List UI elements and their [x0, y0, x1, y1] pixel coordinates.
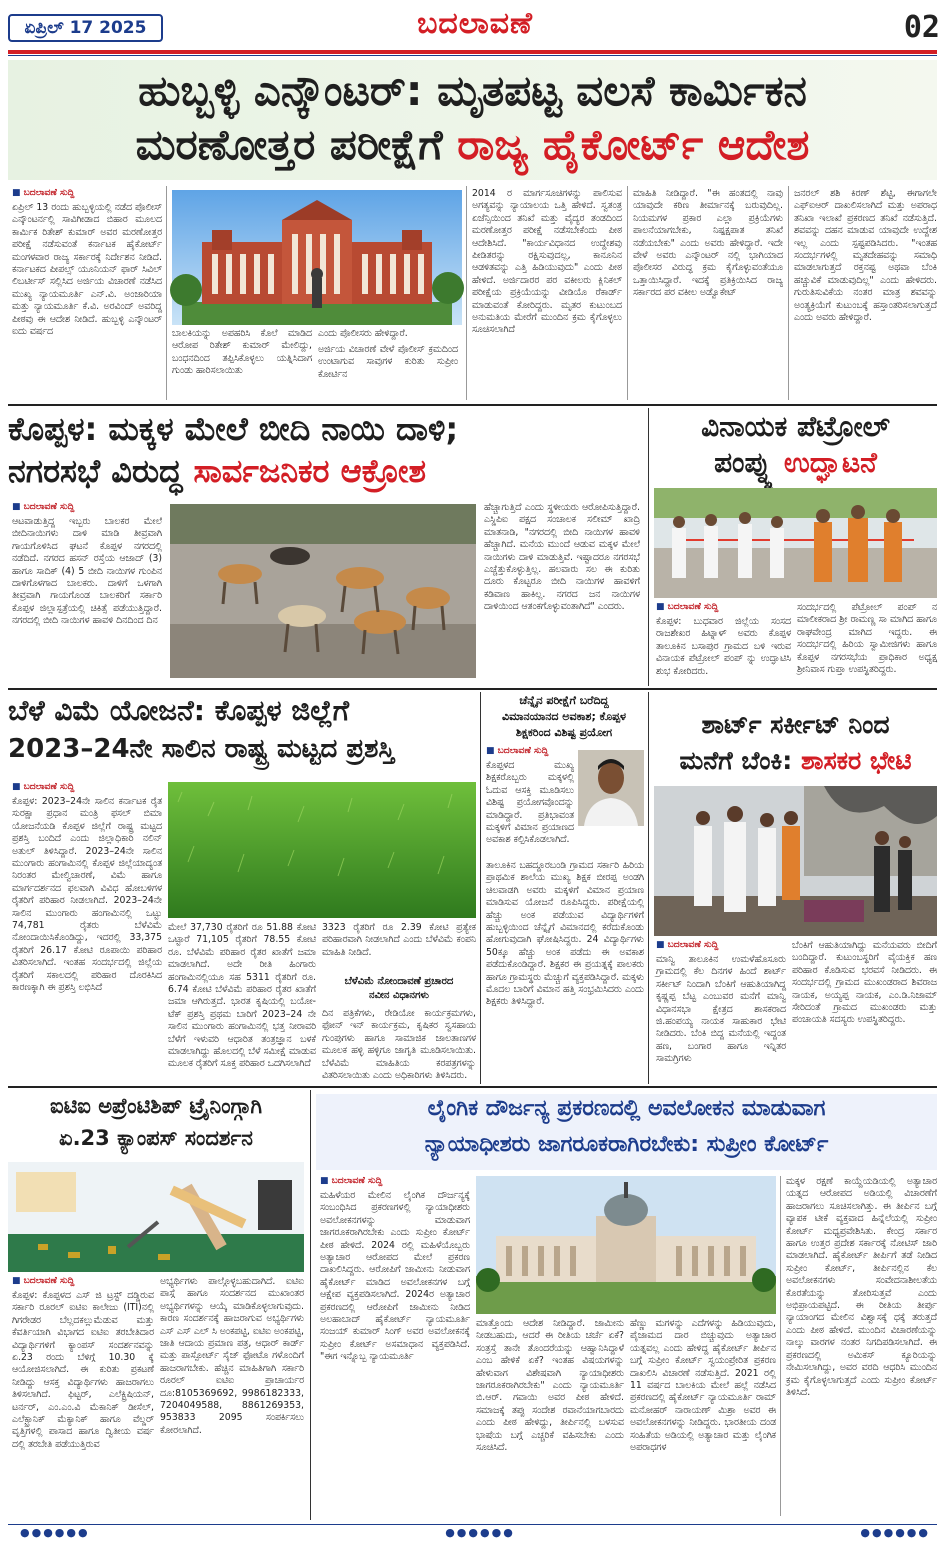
iti-byline: ■ ಬದಲಾವಣೆ ಸುದ್ದಿ [12, 1276, 152, 1288]
lead-headline-line2 [8, 120, 937, 174]
short-col1: ಮಾನ್ವಿ ತಾಲೂಕಿನ ಉಮಳೆಹೊಸೂರು ಗ್ರಾಮದಲ್ಲಿ ಕೆಲ ದಿನಗಳ ಹಿಂದೆ ಶಾರ್ಟ್ ಸರ್ಕೀಟ್ ನಿಂದಾಗಿ ಬೆಂಕಿಗೆ ಆಹುತಿಯಾಗಿದ್ದ ಕೃಷ್ಣಪ್ಪ ಬೆಟ್ಟ ಎಂಬುವರ ಮನೆಗೆ ಮಾನ್ವಿ ವಿಧಾನಸಭಾ ಕ್ಷೇತ್ರದ ಶಾಸಕರಾದ ಜಿ.ಹಂಪಯ್ಯ ನಾಯಕ ಸಾಹುಕಾರ ಭೇಟಿ ನೀಡಿದರು. ಬೆಂಕಿ ಬಿದ್ದ ಮನೆಯಲ್ಲಿ ಇದ್ದಂತ ಹಣ, ಬಂಗಾರ ಹಾಗೂ ಇನ್ನಿತರ ಸಾಮಗ್ರಿಗಳು [656, 954, 786, 1065]
column-rule [648, 692, 649, 1084]
short-headline-red: ಶಾಸಕರ ಭೇಟಿ [800, 746, 912, 775]
section-rule [8, 1086, 937, 1088]
crop-byline: ■ ಬದಲಾವಣೆ ಸುದ್ದಿ [12, 782, 162, 794]
chennai-col-bottom: ತಾಲೂಕಿನ ಬಹದ್ದೂರಬಂಡಿ ಗ್ರಾಮದ ಸರ್ಕಾರಿ ಹಿರಿಯ ಪ್ರಾಥಮಿಕ ಶಾಲೆಯ ಮುಖ್ಯ ಶಿಕ್ಷಕ ಬೀರಪ್ಪ ಅಂಡಗಿ ಚಿಲವಾಡಗಿ ಅವರು ಮಕ್ಕಳಿಗೆ ವಿಮಾನ ಪ್ರಯಾಣ ಮಾಡಿಸುವ ಯೋಜನೆ ರೂಪಿಸಿದ್ದರು. ಪರೀಕ್ಷೆಯಲ್ಲಿ ಹೆಚ್ಚು ಅಂಕ ಪಡೆಯುವ ವಿದ್ಯಾರ್ಥಿಗಳಿಗೆ ಹುಬ್ಬಳ್ಳಿಯಿಂದ ಚೆನ್ನೈಗೆ ವಿಮಾನದಲ್ಲಿ ಕರೆದುಕೊಂಡು ಹೋಗುವುದಾಗಿ ಘೋಷಿಸಿದ್ದರು. 24 ವಿದ್ಯಾರ್ಥಿಗಳು 50ಕ್ಕೂ ಹೆಚ್ಚು ಅಂಕ ಪಡೆದು ಈ ಅವಕಾಶ ಪಡೆದುಕೊಂಡಿದ್ದಾರೆ. ಶಿಕ್ಷಕರ ಈ ಪ್ರಯತ್ನಕ್ಕೆ ಪಾಲಕರು ಹಾಗೂ ಗ್ರಾಮಸ್ಥರು ಮೆಚ್ಚುಗೆ ವ್ಯಕ್ತಪಡಿಸಿದ್ದಾರೆ. ಮಕ್ಕಳು ಮೊದಲ ಬಾರಿಗೆ ವಿಮಾನ ಹತ್ತಿ ಸಂಭ್ರಮಿಸಿದರು ಎಂದು ಶಿಕ್ಷಕರು ತಿಳಿಸಿದ್ದಾರೆ. [486, 860, 644, 1008]
iti-headline-line2: ಏ.23 ಕ್ಯಾಂಪಸ್ ಸಂದರ್ಶನ [59, 1126, 253, 1150]
crop-headline-line1: ಬೆಳೆ ವಿಮೆ ಯೋಜನೆ: ಕೊಪ್ಪಳ ಜಿಲ್ಲೆಗೆ [8, 694, 350, 727]
short-headline-prefix: ಮನೆಗೆ ಬೆಂಕಿ: [679, 746, 793, 775]
footer-rule [8, 1524, 937, 1525]
iti-col1: ಕೊಪ್ಪಳ: ಕೊಪ್ಪಳದ ಎಸ್ ಜಿ ಟ್ರಸ್ಟ್ ದಡ್ಡಿರುವ ಸರ್ಕಾರಿ ರೂರಲ್ ಐಟಿಐ ಕಾಲೇಜು (ITI)ನಲ್ಲಿ ಗಿಗರೇಡರ ಬೆಲ್ಲದಕಲ್ಲುಮೆಡುವ ಮತ್ತು ಕೆವರ್ತಿಯಾಗಿ ವಿಭಾಗದ ಐಟಿಐ ತರಬೇತಿದಾರ ವಿದ್ಯಾರ್ಥಿಗಳಿಗೆ ಕ್ಯಾಂಪಸ್ ಸಂದರ್ಶನವನ್ನು ಏ.23 ರಂದು ಬೆಳಿಗ್ಗೆ 10.30 ಕ್ಕೆ ಆಯೋಜಿಸಲಾಗಿದೆ. ಈ ಕುರಿತು ಪ್ರಕಟಣೆ ನೀಡಿದ್ದು ಆಸಕ್ತ ವಿದ್ಯಾರ್ಥಿಗಳು ಹಾಜರಾಗಲು ತಿಳಿಸಲಾಗಿದೆ. ಫಿಟ್ಟರ್, ಎಲೆಕ್ಟ್ರಿಷಿಯನ್, ಟರ್ನರ್, ಎಂ.ಎಂ.ವಿ ಮೆಕಾನಿಕ್ ಡೀಸೆಲ್, ಎಲೆಕ್ಟ್ರಾನಿಕ್ ಮೆಕ್ಯಾನಿಕ್ ಹಾಗೂ ವೆಲ್ಡರ್ ವೃತ್ತಿಗಳಲ್ಲಿ ಪಾಸಾದ ಹಾಗೂ ದ್ವಿತೀಯ ವರ್ಷ ದಲ್ಲಿ ತರಬೇತಿ ಪಡೆಯುತ್ತಿರುವ [12, 1290, 154, 1450]
petrol-col1: ಕೊಪ್ಪಳ: ಬುಧವಾರ ಜಿಲ್ಲೆಯ ಸಂಸದ ರಾಜಶೇಖರ ಹಿಟ್ನಾಳ್ ಅವರು ಕೊಪ್ಪಳ ತಾಲೂಕಿನ ಬಸಾಪುರ ಗ್ರಾಮದ ಬಳಿ ಇರುವ ವಿನಾಯಕ ಪೆಟ್ರೋಲ್ ಪಂಪ್ ನ್ನು ಉದ್ಘಾಟಿಸಿ ಶುಭ ಕೋರಿದರು. [656, 616, 791, 677]
masthead-rule [8, 50, 937, 54]
teacher-portrait-photo [578, 750, 644, 826]
crop-col3: 3323 ರೈತರಿಗೆ ರೂ 2.39 ಕೋಟಿ ಪ್ರತ್ಯೇಕ ಪರಿಹಾರವಾಗಿ ನೀಡಲಾಗಿದೆ ಎಂದು ಬೆಳೆವಿಮೆ ಕಂಪನಿ ಮಾಹಿತಿ ನೀಡಿದೆ. [322, 922, 476, 958]
crop-col2: ಮೇಲೆ 37,730 ರೈತರಿಗೆ ರೂ 51.88 ಕೋಟಿ ಒಟ್ಟಾರೆ 71,105 ರೈತರಿಗೆ 78.55 ಕೋಟಿ ರೂ. ಬೆಳೆವಿಮೆ ಪರಿಹಾರ ರೈತರ ಖಾತೆಗೆ ಜಮಾ ಮಾಡಲಾಗಿದೆ. ಅದೇ ರೀತಿ ಹಿಂಗಾರು ಹಂಗಾಮಿನಲ್ಲಿಯೂ ಸಹ 5311 ರೈತರಿಗೆ ರೂ. 6.74 ಕೋಟಿ ಬೆಳೆವಿಮೆ ಪರಿಹಾರ ರೈತರ ಖಾತೆಗೆ ಜಮಾ ಆಗಿರುತ್ತದೆ. ಭಾರತ ಕೃಷಿಯಲ್ಲಿ ಬಯೋ-ಟೆಕ್ ಪ್ರಶಸ್ತಿ ಪ್ರಥಮ ಬಾರಿಗೆ 2023–24 ನೇ ಸಾಲಿನ ಮುಂಗಾರು ಹಂಗಾಮಿನಲ್ಲಿ ಭತ್ತ ನೀರಾವರಿ ಬೆಳೆಗೆ ಇಳುವರಿ ಆಧಾರಿತ ತಂತ್ರಜ್ಞಾನ ಬಳಕೆ ಮಾಡಲಾಗಿದ್ದು ಹೊಲದಲ್ಲಿ ಬೆಳೆ ಸಮೀಕ್ಷೆ ಮಾಡುವ ಮೂಲಕ ರೈತರಿಗೆ ಸೂಕ್ತ ಪರಿಹಾರ ಒದಗಿಸಲಾಗಿದೆ [168, 922, 316, 1070]
crop-col1: ಕೊಪ್ಪಳ: 2023–24ನೇ ಸಾಲಿನ ಕರ್ನಾಟಕ ರೈತ ಸುರಕ್ಷಾ ಪ್ರಧಾನ ಮಂತ್ರಿ ಫಸಲ್ ಬಿಮಾ ಯೋಜನೆಯಡಿ ಕೊಪ್ಪಳ ಜಿಲ್ಲೆಗೆ ರಾಷ್ಟ್ರ ಮಟ್ಟದ ಪ್ರಶಸ್ತಿ ಬಂದಿದೆ ಎಂದು ಜಿಲ್ಲಾಧಿಕಾರಿ ನಲಿನ್ ಅತುಲ್ ತಿಳಿಸಿದ್ದಾರೆ. 2023–24ನೇ ಸಾಲಿನ ಮುಂಗಾರು ಹಂಗಾಮಿನಲ್ಲಿ ಕೊಪ್ಪಳ ಜಿಲ್ಲೆಯಾದ್ಯಂತ ನಿರಂತರ ಮೇಲ್ವಿಚಾರಣೆ, ವಿಮೆ ಹಾಗೂ ಮಾರ್ಗದರ್ಶನದ ಫಲವಾಗಿ ವಿವಿಧ ಹೋಬಳಿಗಳ ರೈತರಿಗೆ ಪರಿಹಾರ ನೀಡಲಾಗಿದೆ. 2023–24ನೇ ಸಾಲಿನ ಮುಂಗಾರು ಹಂಗಾಮಿನಲ್ಲಿ ಒಟ್ಟು 74,781 ರೈತರು ಬೆಳೆವಿಮೆ ನೋಂದಾಯಿಸಿಕೊಂಡಿದ್ದು, ಇದರಲ್ಲಿ 33,375 ರೈತರಿಗೆ 26.17 ಕೋಟಿ ರೂಪಾಯಿ ಪರಿಹಾರ ವಿತರಿಸಲಾಗಿದೆ. ಇಂತಹ ಸಂದರ್ಭದಲ್ಲಿ ಜಿಲ್ಲೆಯ ರೈತರಿಗೆ ಸಕಾಲದಲ್ಲಿ ಪರಿಹಾರ ದೊರಕಿಸಿದ ಕಾರಣಕ್ಕಾಗಿ ಈ ಪ್ರಶಸ್ತಿ ಲಭಿಸಿದೆ [12, 796, 162, 994]
petrol-headline-line1: ವಿನಾಯಕ ಪೆಟ್ರೋಲ್ [701, 410, 890, 443]
column-rule [466, 186, 467, 400]
lead-headline-line1: ಹುಬ್ಬಳ್ಳಿ ಎನ್ಕೌಂಟರ್: ಮೃತಪಟ್ಟ ವಲಸೆ ಕಾರ್ಮಿಕನ [138, 66, 807, 115]
crop-headline-line2: 2023–24ನೇ ಸಾಲಿನ ರಾಷ್ಟ್ರ ಮಟ್ಟದ ಪ್ರಶಸ್ತಿ [8, 734, 395, 764]
petrol-headline-line2 [654, 446, 937, 484]
lead-col1: ಏಪ್ರಿಲ್ 13 ರಂದು ಹುಬ್ಬಳ್ಳಿಯಲ್ಲಿ ನಡೆದ ಪೊಲೀಸ್ ಎನ್ಕೌಂಟರ್ನಲ್ಲಿ ಸಾವಿಗೀಡಾದ ಬಿಹಾರ ಮೂಲದ ಕಾರ್ಮಿಕ ರಿತೇಶ್ ಕುಮಾರ್ ಅವರ ಮರಣೋತ್ತರ ಪರೀಕ್ಷೆ ನಡೆಸುವಂತೆ ಕರ್ನಾಟಕ ಹೈಕೋರ್ಟ್ ಮಂಗಳವಾರ ರಾಜ್ಯ ಸರ್ಕಾರಕ್ಕೆ ನಿರ್ದೇಶನ ನೀಡಿದೆ. ಕರ್ನಾಟಕದ ಪೀಪಲ್ಸ್ ಯೂನಿಯನ್ ಫಾರ್ ಸಿವಿಲ್ ಲಿಬರ್ಟೀಸ್ ಸಲ್ಲಿಸಿದ ಅರ್ಜಿಯ ವಿಚಾರಣೆ ನಡೆಸಿದ ಮುಖ್ಯ ನ್ಯಾಯಮೂರ್ತಿ ಎನ್.ವಿ. ಅಂಜಾರಿಯಾ ಮತ್ತು ನ್ಯಾಯಮೂರ್ತಿ ಕೆ.ವಿ. ಅರವಿಂದ್ ಅವರಿದ್ದ ಪೀಠವು ಈ ಆದೇಶ ನೀಡಿದೆ. ಹುಬ್ಬಳ್ಳಿ ಎನ್ಕೌಂಟರ್ ಐದು ವರ್ಷದ [12, 202, 162, 338]
dogs-headline-line2 [8, 452, 646, 494]
issue-date: ಏಪ್ರಿಲ್ 17 2025 [8, 14, 163, 42]
soldering-photo [8, 1162, 304, 1272]
dogs-byline: ■ ಬದಲಾವಣೆ ಸುದ್ದಿ [12, 502, 162, 514]
crop-subhead-line1: ಬೆಳೆವಿಮೆ ನೋಂದಾವಣೆ ಪ್ರಚಾರದ [344, 976, 454, 987]
fire-damage-photo [654, 786, 937, 936]
lead-col2-tail: ಎಂದು ಪೊಲೀಸರು ಹೇಳಿದ್ದಾರೆ. [318, 328, 408, 339]
column-rule [648, 408, 649, 686]
section-rule [8, 404, 937, 406]
lead-byline: ■ ಬದಲಾವಣೆ ಸುದ್ದಿ [12, 188, 162, 200]
section-rule [8, 688, 937, 690]
chennai-col-top: ಕೊಪ್ಪಳದ ಮುಖ್ಯ ಶಿಕ್ಷಕರೊಬ್ಬರು ಮಕ್ಕಳಲ್ಲಿ ಓದುವ ಆಸಕ್ತಿ ಮೂಡಿಸಲು ವಿಶಿಷ್ಟ ಪ್ರಯೋಗವೊಂದನ್ನು ಮಾಡಿದ್ದಾರೆ. ಪ್ರತಿಭಾವಂತ ಮಕ್ಕಳಿಗೆ ವಿಮಾನ ಪ್ರಯಾಣದ ಅವಕಾಶ ಕಲ್ಪಿಸಿಕೊಡಲಾಗಿದೆ. [486, 760, 574, 846]
short-headline-line2 [654, 746, 937, 780]
chennai-headline-line3: ಶಿಕ್ಷಕರಿಂದ ವಿಶಿಷ್ಟ ಪ್ರಯೋಗ [515, 726, 613, 739]
short-byline: ■ ಬದಲಾವಣೆ ಸುದ್ದಿ [656, 940, 786, 952]
petrol-col2: ಸಂದರ್ಭದಲ್ಲಿ ಪೆಟ್ರೋಲ್ ಪಂಪ್ ನ ಮಾಲೀಕರಾದ ಶ್ರೀ ರಾಮಣ್ಣ ಸಾ ಮಾಗಿದ ಹಾಗೂ ರಾಘವೇಂದ್ರ ಮಾಗಿದ ಇದ್ದರು. ಈ ಸಂದರ್ಭದಲ್ಲಿ ಹಿರಿಯ ಸ್ವಾಮೀಜಿಗಳು ಹಾಗೂ ಕೊಪ್ಪಳ ನಗರಸಭೆಯ ಪ್ರಾಧಿಕಾರ ಅಧ್ಯಕ್ಷ ಶ್ರೀನಿವಾಸ ಗುಪ್ತಾ ಉಪಸ್ಥಿತರಿದ್ದರು. [797, 602, 937, 676]
page-number: 02 [903, 10, 940, 45]
petrol-inauguration-photo [654, 488, 937, 598]
column-rule [480, 692, 481, 1084]
high-court-photo [172, 190, 462, 325]
lead-col4: 2014 ರ ಮಾರ್ಗಸೂಚಿಗಳನ್ನು ಪಾಲಿಸುವ ಅಗತ್ಯವನ್ನು ನ್ಯಾಯಾಲಯ ಒತ್ತಿ ಹೇಳಿದೆ. ಸ್ವತಂತ್ರ ಏಜೆನ್ಸಿಯಿಂದ ತನಿಖೆ ಮತ್ತು ವೈದ್ಯರ ತಂಡದಿಂದ ಮರಣೋತ್ತರ ಪರೀಕ್ಷೆ ನಡೆಸಬೇಕೆಂದು ಪೀಠ ಆದೇಶಿಸಿದೆ. "ಕಾರ್ಯವಿಧಾನದ ಉದ್ದೇಶವು ಪೀಡಿತರನ್ನು ರಕ್ಷಿಸುವುದಲ್ಲ, ಕಾನೂನಿನ ಆಡಳಿತವನ್ನು ಎತ್ತಿ ಹಿಡಿಯುವುದು" ಎಂದು ಪೀಠ ಹೇಳಿದೆ. ಅರ್ಜಿದಾರರ ಪರ ವಕೀಲರು ಕ್ಲಿನಿಕಲ್ ಪರೀಕ್ಷೆಯ ಪ್ರಕ್ರಿಯೆಯನ್ನು ವೀಡಿಯೊ ರೆಕಾರ್ಡ್ ಮಾಡುವಂತೆ ಕೋರಿದ್ದರು. ಮೃತರ ಕುಟುಂಬದ ಅನುಮತಿಯ ಮೇರೆಗೆ ಮುಂದಿನ ಕ್ರಮ ಕೈಗೊಳ್ಳಲು ಸೂಚಿಸಲಾಗಿದೆ [472, 188, 622, 336]
stray-dogs-photo [170, 504, 476, 678]
sc-headline-line2: ನ್ಯಾಯಾಧೀಶರು ಜಾಗರೂಕರಾಗಿರಬೇಕು: ಸುಪ್ರೀಂ ಕೋರ್ಟ್ [424, 1132, 829, 1157]
paper-name: ಬದಲಾವಣೆ [417, 6, 533, 41]
dogs-headline-red: ಸಾರ್ವಜನಿಕರ ಆಕ್ರೋಶ [193, 452, 427, 490]
dogs-col2: ಹೆಚ್ಚಾಗುತ್ತಿದೆ ಎಂದು ಸ್ಥಳೀಯರು ಆರೋಪಿಸುತ್ತಿದ್ದಾರೆ. ಎಸ್ಡಿಪಿಐ ಪಕ್ಷದ ಸಂಚಾಲಕ ಸಲೀಮ್ ಖಾದ್ರಿ ಮಾತನಾಡಿ, "ನಗರದಲ್ಲಿ ಬೀದಿ ನಾಯಿಗಳ ಹಾವಳಿ ಹೆಚ್ಚಾಗಿದೆ. ಮನೆಯ ಮುಂದೆ ಆಡುವ ಮಕ್ಕಳ ಮೇಲೆ ನಾಯಿಗಳು ದಾಳಿ ಮಾಡುತ್ತಿವೆ. ಇಷ್ಟಾದರೂ ನಗರಸಭೆ ಎಚ್ಚೆತ್ತುಕೊಳ್ಳುತ್ತಿಲ್ಲ. ಹಲವಾರು ಸಲ ಈ ಕುರಿತು ದೂರು ಕೊಟ್ಟರೂ ಬೀದಿ ನಾಯಿಗಳ ಹಾವಳಿಗೆ ಕಡಿವಾಣ ಹಾಕಿಲ್ಲ. ನಗರದ ಜನ ನಾಯಿಗಳ ದಾಳಿಯಿಂದ ಆತಂಕಗೊಳ್ಳುವಂತಾಗಿದೆ" ಎಂದರು. [484, 502, 640, 613]
lead-headline-line2-prefix: ಮರಣೋತ್ತರ ಪರೀಕ್ಷೆಗೆ [135, 120, 443, 169]
masthead-rule-thin [8, 55, 937, 56]
petrol-headline-red: ಉದ್ಘಾಟನೆ [783, 446, 877, 479]
crop-col3b: ದಿನ ಪತ್ರಿಕೆಗಳು, ರೇಡಿಯೋ ಕಾರ್ಯಕ್ರಮಗಳು, ಫೋನ್ ಇನ್ ಕಾರ್ಯಕ್ರಮ, ಕೃಷಿಕರ ಸ್ವಸಹಾಯ ಗುಂಪುಗಳು ಹಾಗೂ ಸಾಮಾಜಿಕ ಜಾಲತಾಣಗಳ ಮೂಲಕ ಹಳ್ಳಿ ಹಳ್ಳಿಗೂ ಜಾಗೃತಿ ಮೂಡಿಸಲಾಯಿತು. ಬೆಳೆವಿಮೆ ಮಾಹಿತಿಯ ಕರಪತ್ರಗಳನ್ನು ವಿತರಿಸಲಾಯಿತು ಎಂದು ಅಧಿಕಾರಿಗಳು ತಿಳಿಸಿದರು. [322, 1008, 476, 1082]
sc-byline: ■ ಬದಲಾವಣೆ ಸುದ್ದಿ [320, 1176, 470, 1188]
short-headline-line1: ಶಾರ್ಟ್ ಸರ್ಕೀಟ್ ನಿಂದ [701, 710, 890, 739]
crop-subhead-line2: ನವೀನ ವಿಧಾನಗಳು [369, 990, 429, 1001]
paddy-field-photo [168, 782, 476, 918]
column-rule [310, 1090, 311, 1520]
dogs-headline-prefix: ನಗರಸಭೆ ವಿರುದ್ಧ [8, 452, 183, 490]
lead-headline-line2-red: ರಾಜ್ಯ ಹೈಕೋರ್ಟ್ ಆದೇಶ [457, 120, 810, 169]
dogs-headline-line1: ಕೊಪ್ಪಳ: ಮಕ್ಕಳ ಮೇಲೆ ಬೀದಿ ನಾಯಿ ದಾಳಿ; [8, 410, 459, 448]
column-rule [166, 186, 167, 400]
petrol-headline-prefix: ಪಂಪ್ನ್ನು [714, 446, 775, 479]
petrol-byline: ■ ಬದಲಾವಣೆ ಸುದ್ದಿ [656, 602, 796, 614]
sc-col2: ಮಾತ್ತೊಂದು ಆದೇಶ ನೀಡಿದ್ದಾರೆ. ಜಾಮೀನು ನೀಡಬಹುದು, ಆದರೆ ಈ ರೀತಿಯ ಚರ್ಚೆ ಏಕೆ? ಸಂತ್ರಸ್ತೆ ತಾನೇ ತೊಂದರೆಯನ್ನು ಆಹ್ವಾನಿಸಿದ್ದಾಳೆ ಎಂಬ ಹೇಳಿಕೆ ಏಕೆ? ಇಂತಹ ವಿಷಯಗಳನ್ನು ಹೇಳುವಾಗ ವಿಶೇಷವಾಗಿ ನ್ಯಾಯಾಧೀಶರು ಜಾಗರೂಕರಾಗಿರಬೇಕು" ಎಂದು ನ್ಯಾಯಮೂರ್ತಿ ಬಿ.ಆರ್. ಗವಾಯಿ ಅವರ ಪೀಠ ಹೇಳಿದೆ. ಸಮಾಜಕ್ಕೆ ತಪ್ಪು ಸಂದೇಶ ರವಾನೆಯಾಗಬಾರದು ಎಂದು ಪೀಠ ಹೇಳಿದ್ದು, ತೀರ್ಪಿನಲ್ಲಿ ಬಳಸುವ ಭಾಷೆಯ ಬಗ್ಗೆ ಎಚ್ಚರಿಕೆ ವಹಿಸಬೇಕು ಎಂದು ಸೂಚಿಸಿದೆ. [476, 1318, 624, 1454]
sc-headline-line1: ಲೈಂಗಿಕ ದೌರ್ಜನ್ಯ ಪ್ರಕರಣದಲ್ಲಿ ಅವಲೋಕನ ಮಾಡುವಾಗ [427, 1096, 826, 1121]
footer-dots-right: ●●●●●● [860, 1526, 930, 1539]
sc-col3: ಹೆಣ್ಣು ಮಗಳನ್ನು ಎದೆಗಳನ್ನು ಹಿಡಿಯುವುದು, ಪೈಜಾಮದ ದಾರ ಬಿಚ್ಚುವುದು ಅತ್ಯಾಚಾರ ಯತ್ನವಲ್ಲ ಎಂದು ಹೇಳಿದ್ದ ಹೈಕೋರ್ಟ್ ತೀರ್ಪಿನ ಬಗ್ಗೆ ಸುಪ್ರೀಂ ಕೋರ್ಟ್ ಸ್ವಯಂಪ್ರೇರಿತ ಪ್ರಕರಣ ದಾಖಲಿಸಿ ವಿಚಾರಣೆ ನಡೆಸುತ್ತಿದೆ. 2021 ರಲ್ಲಿ 11 ವರ್ಷದ ಬಾಲಕಿಯ ಮೇಲೆ ಹಲ್ಲೆ ನಡೆಸಿದ ಪ್ರಕರಣದಲ್ಲಿ ಹೈಕೋರ್ಟ್ ನ್ಯಾಯಮೂರ್ತಿ ರಾಮ್ ಮನೋಹರ್ ನಾರಾಯಣ್ ಮಿಶ್ರಾ ಅವರ ಈ ಅವಲೋಕನಗಳನ್ನು ನೀಡಿದ್ದರು. ಭಾರತೀಯ ದಂಡ ಸಂಹಿತೆಯ ಅಡಿಯಲ್ಲಿ ಅತ್ಯಾಚಾರ ಮತ್ತು ಲೈಂಗಿಕ ಅಪರಾಧಗಳ [630, 1318, 776, 1454]
iti-headline-line1: ಐಟಿಐ ಅಪ್ರೆಂಟಿಶಿಪ್ ಟ್ರೈನಿಂಗ್ಗಾಗಿ [50, 1094, 262, 1118]
footer-dots-center: ●●●●●● [445, 1526, 515, 1539]
iti-col2: ಅಭ್ಯರ್ಥಿಗಳು ಪಾಲ್ಗೊಳ್ಳಬಹುದಾಗಿದೆ. ಐಟಿಐ ಪಾಸ್ಗೆ ಹಾಗೂ ಸಂದರ್ಶನದ ಮುಖಾಂತರ ಅಭ್ಯರ್ಥಿಗಳನ್ನು ಆಯ್ಕೆ ಮಾಡಿಕೊಳ್ಳಲಾಗುವುದು. ಕಾರಣ ಸಂದರ್ಶನಕ್ಕೆ ಹಾಜರಾಗುವ ಅಭ್ಯರ್ಥಿಗಳು ಎಸ್ ಎಸ್ ಎಲ್ ಸಿ ಅಂಕಪಟ್ಟಿ, ಐಟಿಐ ಅಂಕಪಟ್ಟಿ, ಜಾತಿ ಆದಾಯ ಪ್ರಮಾಣ ಪತ್ರ, ಆಧಾರ್ ಕಾರ್ಡ್ ಮತ್ತು ಪಾಸ್ಪೋರ್ಟ್ ಸೈಜ್ ಫೋಟೊ ಗಳೊಂದಿಗೆ ಹಾಜರಾಗಬೇಕು. ಹೆಚ್ಚಿನ ಮಾಹಿತಿಗಾಗಿ ಸರ್ಕಾರಿ ರೂರಲ್ ಐಟಿಐ ಪ್ರಾಚಾರ್ಯರ ದೂ:8105369692, 9986182333, 7204049588, 8861269353, 953833 2095 ಸಂಪರ್ಕಿಸಲು ಕೋರಲಾಗಿದೆ. [160, 1276, 304, 1436]
column-rule [627, 186, 628, 400]
short-col2: ಬೆಂಕಿಗೆ ಆಹುತಿಯಾಗಿದ್ದು ಮನೆಯವರು ಬೀದಿಗೆ ಬಂದಿದ್ದಾರೆ. ಕುಟುಂಬಸ್ಥರಿಗೆ ವೈಯಕ್ತಿಕ ಹಣ ಪರಿಹಾರ ಕೊಡಿಸುವ ಭರವಸೆ ನೀಡಿದರು. ಈ ಸಂದರ್ಭದಲ್ಲಿ ಗ್ರಾಮದ ಮುಖಂಡರಾದ ಶಿವರಾಜ ನಾಯಕ, ಅಯ್ಯಪ್ಪ ನಾಯಕ, ಎಂ.ಡಿ.ನಿಜಾಮ್ ಸೇರಿದಂತೆ ಗ್ರಾಮದ ಮುಖಂಡರು ಮತ್ತು ಪಂಚಾಯತಿ ಸದಸ್ಯರು ಉಪಸ್ಥಿತರಿದ್ದರು. [792, 940, 937, 1026]
lead-col2: ಬಾಲಕಿಯನ್ನು ಅಪಹರಿಸಿ ಕೊಲೆ ಮಾಡಿದ ಆರೋಪ ರಿತೇಶ್ ಕುಮಾರ್ ಮೇಲಿದ್ದು, ಬಂಧನದಿಂದ ತಪ್ಪಿಸಿಕೊಳ್ಳಲು ಯತ್ನಿಸಿದಾಗ ಗುಂಡು ಹಾರಿಸಲಾಯಿತು [172, 328, 312, 377]
lead-col6: ಜನರಲ್ ಶಶಿ ಕಿರಣ್ ಶೆಟ್ಟಿ, ಈಗಾಗಲೇ ಎಫ್ಐಆರ್ ದಾಖಲಿಸಲಾಗಿದೆ ಮತ್ತು ಅಪರಾಧ ತನಿಖಾ ಇಲಾಖೆ ಪ್ರಕರಣದ ತನಿಖೆ ನಡೆಸುತ್ತಿದೆ. ಶವವನ್ನು ದಹನ ಮಾಡುವ ಯಾವುದೇ ಉದ್ದೇಶ ಇಲ್ಲ ಎಂದು ಸ್ಪಷ್ಟಪಡಿಸಿದರು. "ಇಂತಹ ಸಂದರ್ಭಗಳಲ್ಲಿ ಮೃತದೇಹವನ್ನು ಸಮಾಧಿ ಮಾಡಲಾಗುತ್ತದೆ ರಕ್ತನಷ್ಟ ಅಥವಾ ಬೆಂಕಿ ಹಚ್ಚುವಿಕೆ ಮಾಡುವುದಿಲ್ಲ" ಎಂದು ಹೇಳಿದರು. ಗುರುತಿಸುವಿಕೆಯ ನಂತರ ಮಾತ್ರ ಶವವನ್ನು ಅಂತ್ಯಕ್ರಿಯೆಗೆ ಕುಟುಂಬಕ್ಕೆ ಹಸ್ತಾಂತರಿಸಲಾಗುತ್ತದೆ ಎಂದು ಅವರು ಹೇಳಿದ್ದಾರೆ. [794, 188, 937, 324]
chennai-byline: ■ ಬದಲಾವಣೆ ಸುದ್ದಿ [486, 746, 636, 758]
chennai-headline-line2: ವಿಮಾನಯಾನದ ಅವಕಾಶ; ಕೊಪ್ಪಳ [502, 710, 626, 723]
sc-col1-bottom [320, 1340, 470, 1516]
column-rule [788, 186, 789, 400]
lead-col3: ಅರ್ಜಿಯ ವಿಚಾರಣೆ ವೇಳೆ ಪೊಲೀಸ್ ಕ್ರಮದಿಂದ ಉಂಟಾಗುವ ಸಾವುಗಳ ಕುರಿತು ಸುಪ್ರೀಂ ಕೋರ್ಟಿನ [318, 344, 458, 380]
lead-col5: ಮಾಹಿತಿ ನೀಡಿದ್ದಾರೆ. "ಈ ಹಂತದಲ್ಲಿ ನಾವು ಯಾವುದೇ ಕಠಿಣ ತೀರ್ಮಾನಕ್ಕೆ ಬರುವುದಿಲ್ಲ. ನಿಯಮಗಳ ಪ್ರಕಾರ ಎಲ್ಲಾ ಪ್ರಕ್ರಿಯೆಗಳು ಪಾಲನೆಯಾಗಬೇಕು, ನಿಷ್ಪಕ್ಷಪಾತ ತನಿಖೆ ನಡೆಯಬೇಕು" ಎಂದು ಅವರು ಹೇಳಿದ್ದಾರೆ. ಇದೇ ವೇಳೆ ಅವರು ಎನ್ಕೌಂಟರ್ ನಲ್ಲಿ ಭಾಗಿಯಾದ ಪೊಲೀಸರ ವಿರುದ್ಧ ಕ್ರಮ ಕೈಗೊಳ್ಳುವಂತೆಯೂ ಒತ್ತಾಯಿಸಿದ್ದಾರೆ. ಇದಕ್ಕೆ ಪ್ರತಿಕ್ರಿಯಿಸಿದ ರಾಜ್ಯ ಸರ್ಕಾರದ ಪರ ವಕೀಲ ಅಡ್ವೊಕೇಟ್ [633, 188, 783, 299]
sc-col1-top: ಮಹಿಳೆಯರ ಮೇಲಿನ ಲೈಂಗಿಕ ದೌರ್ಜನ್ಯಕ್ಕೆ ಸಂಬಂಧಿಸಿದ ಪ್ರಕರಣಗಳಲ್ಲಿ ನ್ಯಾಯಾಧೀಶರು ಅವಲೋಕನಗಳನ್ನು ಮಾಡುವಾಗ ಜಾಗರೂಕರಾಗಿರಬೇಕು ಎಂದು ಸುಪ್ರೀಂ ಕೋರ್ಟ್ ಪೀಠ ಹೇಳಿದೆ. 2024 ರಲ್ಲಿ ಮಹಿಳೆಯೊಬ್ಬರು ಅತ್ಯಾಚಾರ ಆರೋಪದ ಮೇಲೆ ಪ್ರಕರಣ ದಾಖಲಿಸಿದ್ದರು. ಆರೋಪಿಗೆ ಜಾಮೀನು ನೀಡುವಾಗ ಹೈಕೋರ್ಟ್ ಮಾಡಿದ ಅವಲೋಕನಗಳ ಬಗ್ಗೆ ಆಕ್ಷೇಪ ವ್ಯಕ್ತಪಡಿಸಲಾಗಿದೆ. 2024ರ ಅತ್ಯಾಚಾರ ಪ್ರಕರಣದಲ್ಲಿ ಆರೋಪಿಗೆ ಜಾಮೀನು ನೀಡಿದ ಅಲಹಾಬಾದ್ ಹೈಕೋರ್ಟ್ ನ್ಯಾಯಮೂರ್ತಿ ಸಂಜಯ್ ಕುಮಾರ್ ಸಿಂಗ್ ಅವರ ಅವಲೋಕನಕ್ಕೆ ಸುಪ್ರೀಂ ಕೋರ್ಟ್ ಅಸಮಾಧಾನ ವ್ಯಕ್ತಪಡಿಸಿದೆ. "ಈಗ ಇನ್ನೊಬ್ಬ ನ್ಯಾಯಮೂರ್ತಿ [320, 1190, 470, 1363]
supreme-court-photo [476, 1176, 776, 1314]
chennai-headline-line1: ಚೆನ್ನೈನ ಪರೀಕ್ಷೆಗೆ ಬರೆದಿದ್ದ [519, 694, 609, 707]
footer-dots-left: ●●●●●● [20, 1526, 90, 1539]
column-rule [780, 1176, 781, 1516]
sc-col4: ಮಕ್ಕಳ ರಕ್ಷಣೆ ಕಾಯ್ದೆಯಡಿಯಲ್ಲಿ ಅತ್ಯಾಚಾರ ಯತ್ನದ ಆರೋಪದ ಅಡಿಯಲ್ಲಿ ವಿಚಾರಣೆಗೆ ಹಾಜರಾಗಲು ಸೂಚಿಸಲಾಗಿತ್ತು. ಈ ತೀರ್ಪಿನ ಬಗ್ಗೆ ವ್ಯಾಪಕ ಟೀಕೆ ವ್ಯಕ್ತವಾದ ಹಿನ್ನೆಲೆಯಲ್ಲಿ ಸುಪ್ರೀಂ ಕೋರ್ಟ್ ಮಧ್ಯಪ್ರವೇಶಿಸಿತು. ಕೇಂದ್ರ ಸರ್ಕಾರ ಹಾಗೂ ಉತ್ತರ ಪ್ರದೇಶ ಸರ್ಕಾರಕ್ಕೆ ನೋಟಿಸ್ ಜಾರಿ ಮಾಡಲಾಗಿದೆ. ಹೈಕೋರ್ಟ್ ತೀರ್ಪಿಗೆ ತಡೆ ನೀಡಿದ ಸುಪ್ರೀಂ ಕೋರ್ಟ್, ತೀರ್ಪಿನಲ್ಲಿನ ಕೆಲ ಅವಲೋಕನಗಳು ಸಂವೇದನಾಶೀಲತೆಯ ಕೊರತೆಯನ್ನು ತೋರಿಸುತ್ತವೆ ಎಂದು ಅಭಿಪ್ರಾಯಪಟ್ಟಿದೆ. ಈ ರೀತಿಯ ತೀರ್ಪು ನ್ಯಾಯಾಂಗದ ಮೇಲಿನ ವಿಶ್ವಾಸಕ್ಕೆ ಧಕ್ಕೆ ತರುತ್ತದೆ ಎಂದು ಪೀಠ ಹೇಳಿದೆ. ಮುಂದಿನ ವಿಚಾರಣೆಯನ್ನು ನಾಲ್ಕು ವಾರಗಳ ನಂತರ ನಿಗದಿಪಡಿಸಲಾಗಿದೆ. ಈ ಪ್ರಕರಣದಲ್ಲಿ ಅಮಿಕಸ್ ಕ್ಯೂರಿಯನ್ನು ನೇಮಿಸಲಾಗಿದ್ದು, ಅವರ ವರದಿ ಆಧರಿಸಿ ಮುಂದಿನ ಕ್ರಮ ಕೈಗೊಳ್ಳಲಾಗುತ್ತದೆ ಎಂದು ಸುಪ್ರೀಂ ಕೋರ್ಟ್ ತಿಳಿಸಿದೆ. [786, 1176, 937, 1398]
dogs-col1: ಆಟವಾಡುತ್ತಿದ್ದ ಇಬ್ಬರು ಬಾಲಕರ ಮೇಲೆ ಬೀದಿನಾಯಿಗಳು ದಾಳಿ ಮಾಡಿ ತೀವ್ರವಾಗಿ ಗಾಯಗೊಳಿಸಿದ ಘಟನೆ ಕೊಪ್ಪಳ ನಗರದಲ್ಲಿ ನಡೆದಿದೆ. ನಗರದ ಹಸನ್ ರಸ್ತೆಯ ಆಜಾದ್ (3) ಹಾಗೂ ಸಾದಿಕ್ (4) 5 ಬೀದಿ ನಾಯಿಗಳ ಗುಂಪಿನ ದಾಳಿಗೊಳಗಾದ ಬಾಲಕರು. ದಾಳಿಗೆ ಒಳಗಾಗಿ ತೀವ್ರವಾಗಿ ಗಾಯಗೊಂಡ ಬಾಲಕರಿಗೆ ಸರ್ಕಾರಿ ಕೊಪ್ಪಳ ಜಿಲ್ಲಾಸ್ಪತ್ರೆಯಲ್ಲಿ ಚಿಕಿತ್ಸೆ ಪಡೆಯುತ್ತಿದ್ದಾರೆ. ನಗರದಲ್ಲಿ ಬೀದಿ ನಾಯಿಗಳ ಹಾವಳಿ ದಿನದಿಂದ ದಿನ [12, 516, 162, 627]
